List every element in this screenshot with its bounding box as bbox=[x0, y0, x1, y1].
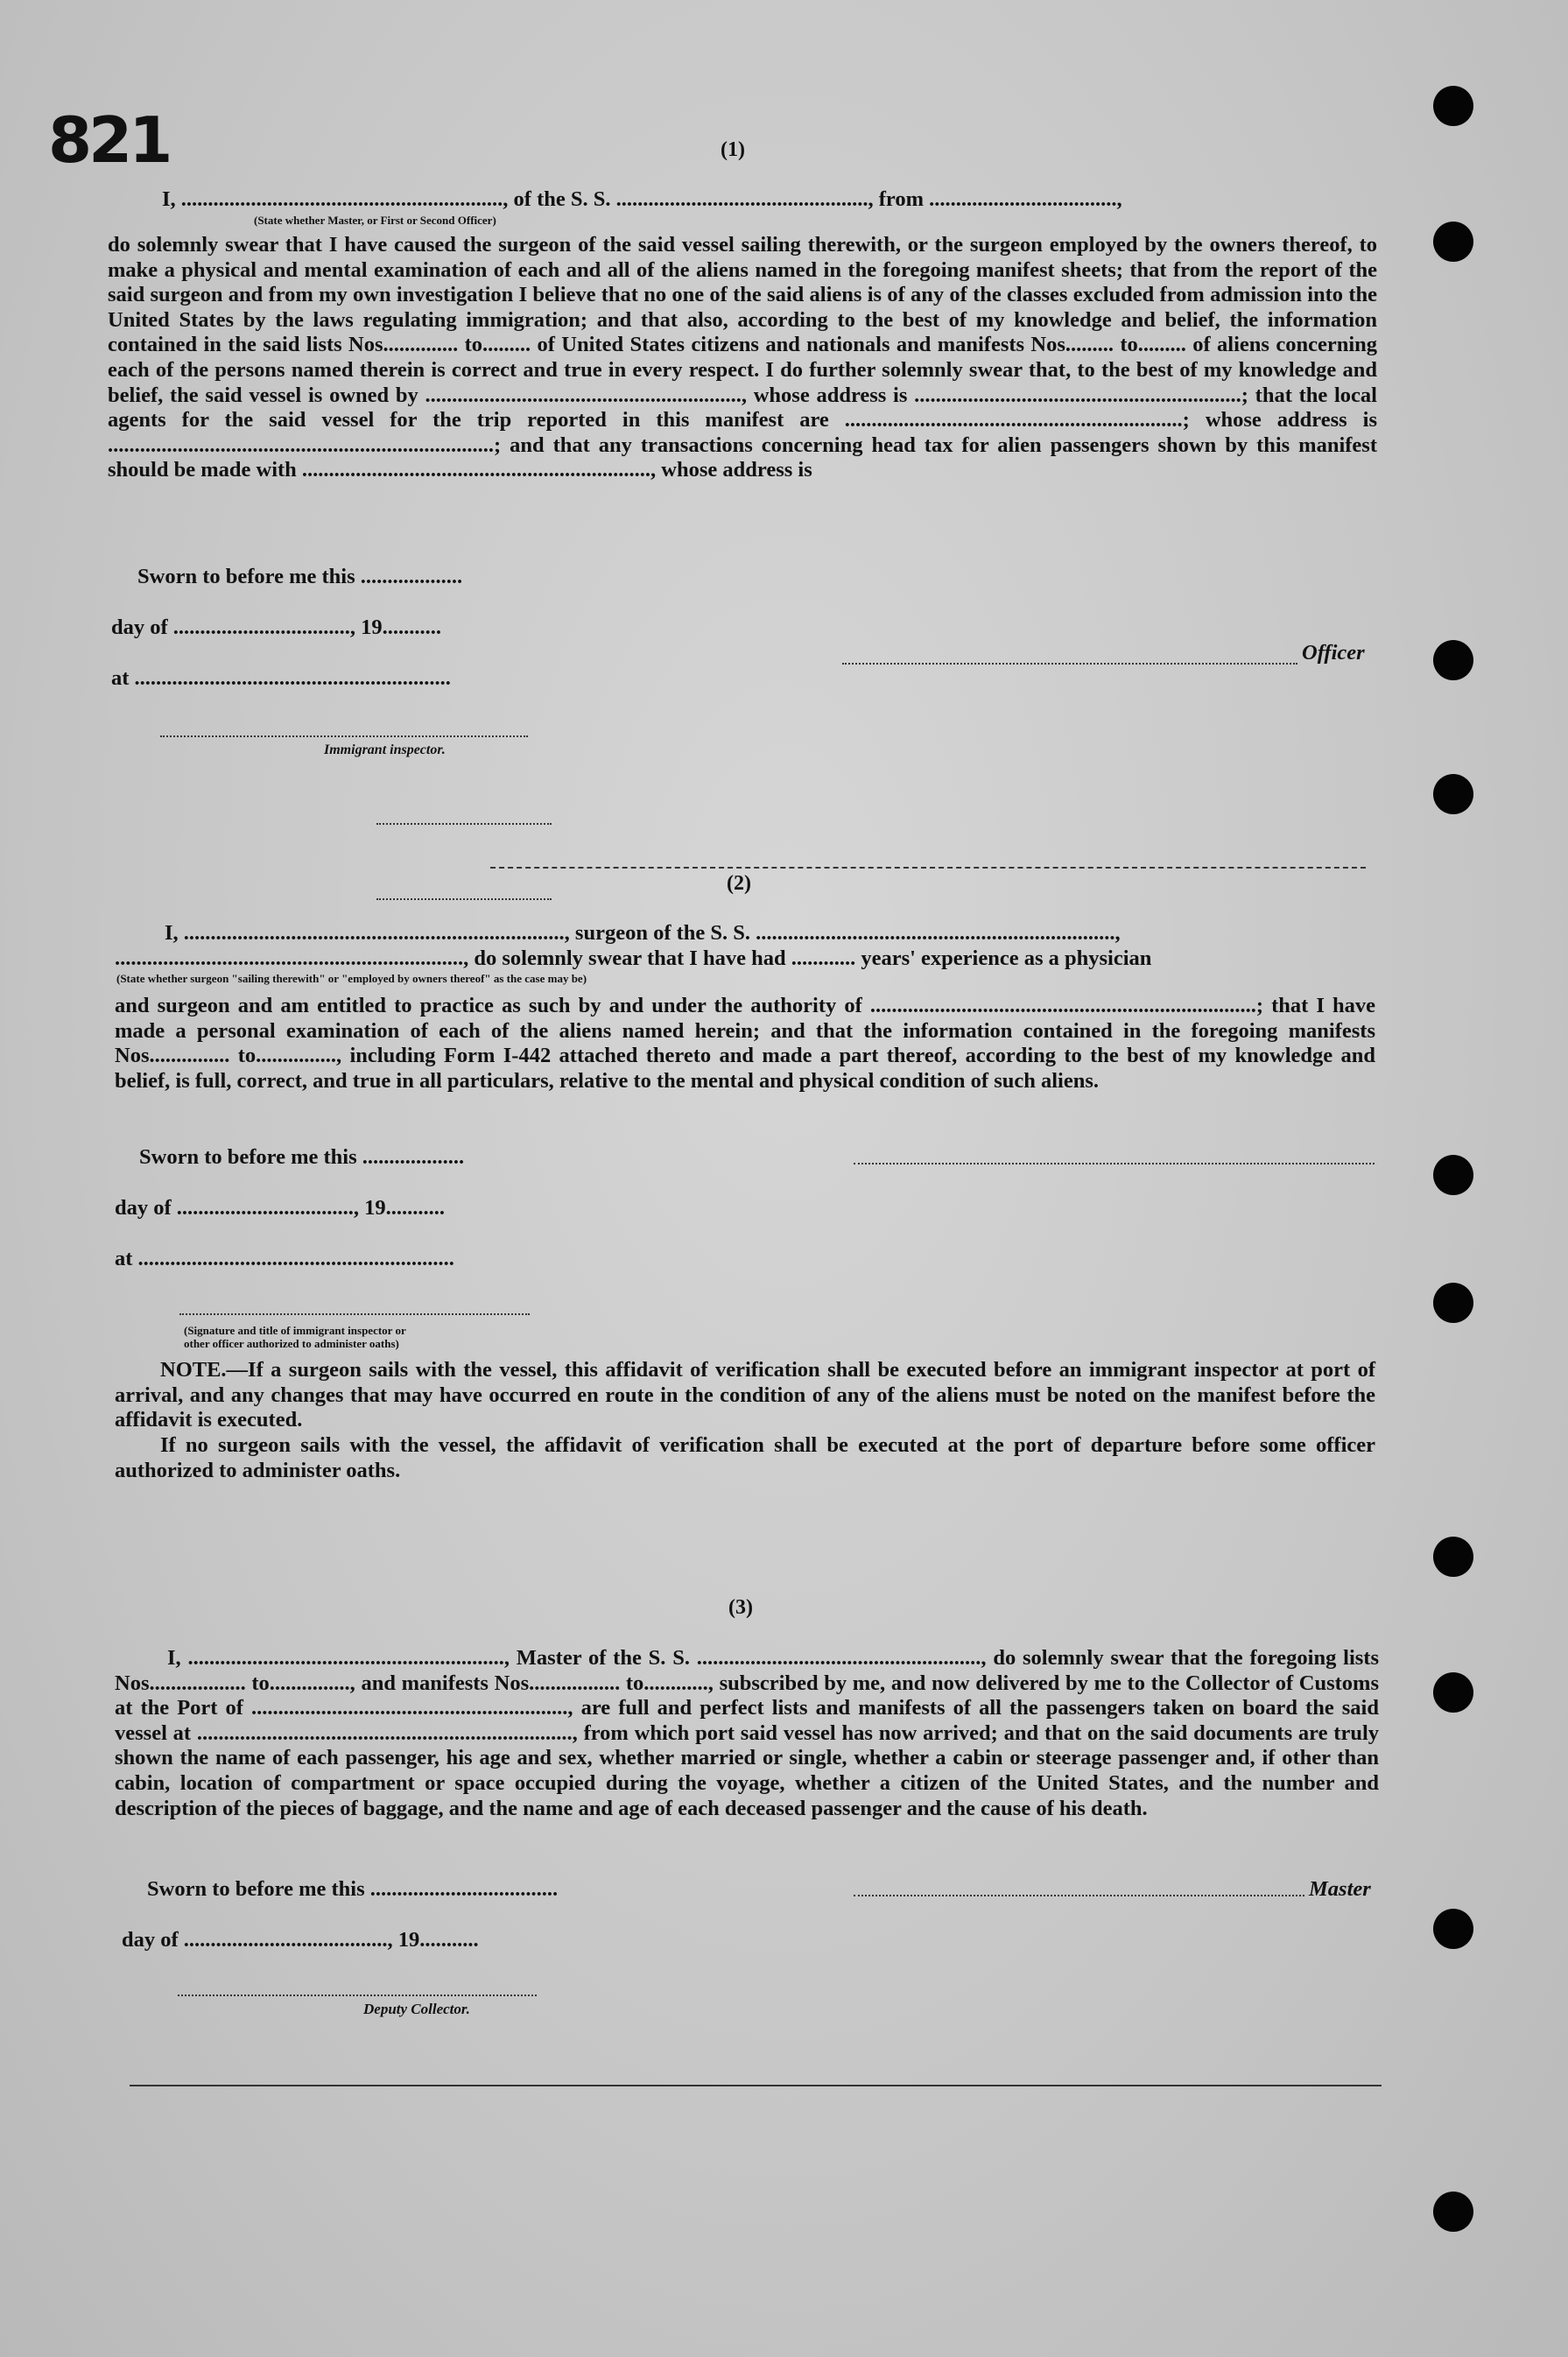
punch-hole bbox=[1433, 640, 1473, 680]
section-1-caption: (State whether Master, or First or Second Officer) bbox=[254, 214, 496, 227]
bottom-rule bbox=[130, 2085, 1382, 2086]
section-2-day: day of ................................., 19........... bbox=[115, 1196, 446, 1220]
note-2: If no surgeon sails with the vessel, the affidavit of verification shall be executed at the port of departure before some officer authorized to administer oaths. bbox=[115, 1433, 1375, 1482]
inspector-2-signature-line bbox=[179, 1313, 530, 1315]
master-signature-line bbox=[854, 1895, 1304, 1896]
handwritten-page-number: 821 bbox=[48, 103, 170, 177]
section-3-day: day of ......................................, 19........... bbox=[122, 1928, 479, 1952]
master-label: Master bbox=[1309, 1877, 1371, 1901]
section-1-body: do solemnly swear that I have caused the surgeon of the said vessel sailing therewith, or the surgeon employed by the owners thereof, to make a physical and mental examination of each and all of the aliens named in the foregoing manifest sheets; that from the report of the said surgeon and from my own investigation I believe that no one of the said aliens is of any of the classes excluded from admission into the United States by the laws regulating immigration; and that also, according to the best of my knowledge and belief, the information contained in the said lists Nos.............. to......... of United States citizens and nationals and manifests Nos......... to......... of aliens concerning each of the persons named therein is correct and true in every respect. I do further solemnly swear that, to the best of my knowledge and belief, the said vessel is owned by ..........................................................., whose address is .............................................................; that the local agents for the said vessel for the trip reported in this manifest are ...............................................................; whose address is ........................................................................; and that any transactions concerning head tax for alien passengers shown by this manifest should be made with ................................................................., whose address is bbox=[108, 233, 1377, 482]
section-2-at: at ........................................................... bbox=[115, 1247, 454, 1270]
section-2-first-line: I, ......................................................................., surgeon of the S. S. ..................................................................., bbox=[165, 921, 1121, 945]
section-2-body: and surgeon and am entitled to practice as such by and under the authority of ........................................................................; that I have made a personal examination of each of the aliens named herein; and that the information contained in the foregoing manifests Nos............... to..............., including Form I-442 attached thereto and made a part thereof, according to the best of my knowledge and belief, is full, correct, and true in all particulars, relative to the mental and physical condition of such aliens. bbox=[115, 994, 1375, 1093]
punch-hole bbox=[1433, 1537, 1473, 1577]
note-1: NOTE.—If a surgeon sails with the vessel, this affidavit of verification shall be executed before an immigrant inspector at port of arrival, and any changes that may have occurred en route in the condition of any of the aliens must be noted on the manifest before the affidavit is executed. bbox=[115, 1358, 1375, 1432]
officer-signature-line bbox=[842, 663, 1297, 665]
punch-hole bbox=[1433, 222, 1473, 262]
dot-line bbox=[376, 823, 552, 825]
section-2-sworn: Sworn to before me this ................... bbox=[139, 1145, 465, 1169]
section-2-number: (2) bbox=[727, 872, 751, 895]
deputy-signature-line bbox=[178, 1995, 537, 1996]
inspector-label: Immigrant inspector. bbox=[324, 742, 446, 757]
section-1-day: day of ................................., 19........... bbox=[111, 616, 442, 639]
punch-hole bbox=[1433, 2192, 1473, 2232]
section-1-at: at ........................................................... bbox=[111, 666, 451, 690]
section-divider bbox=[490, 867, 1366, 869]
punch-hole bbox=[1433, 1672, 1473, 1713]
signature-caption-1: (Signature and title of immigrant inspector or bbox=[184, 1324, 406, 1337]
section-2-second-line: ................................................................., do solemnly swear that I have had ............ years' experience as a physician bbox=[115, 946, 1152, 970]
section-1-number: (1) bbox=[721, 138, 745, 161]
section-1-first-line: I, ............................................................, of the S. S. ..............................................., from ..................................., bbox=[162, 187, 1122, 211]
section-2-caption: (State whether surgeon "sailing therewith" or "employed by owners thereof" as the case may be) bbox=[116, 972, 587, 985]
surgeon-signature-line bbox=[854, 1163, 1375, 1164]
section-3-number: (3) bbox=[728, 1596, 753, 1619]
punch-hole bbox=[1433, 1155, 1473, 1195]
section-3-body: I, ..........................................................., Master of the S. S. ....................................................., do solemnly swear that the foregoing lists Nos.................. to..............., and manifests Nos................. to............, subscribed by me, and now delivered by me to the Collector of Customs at the Port of ..........................................................., are full and perfect lists and manifests of all the passengers taken on board the said vessel at ......................................................................, from which port said vessel has now arrived; and that on the said documents are truly shown the name of each passenger, his age and sex, whether married or single, whether a cabin or steerage passenger and, if other than cabin, location of compartment or space occupied during the voyage, whether a citizen of the United States, and the number and description of the pieces of baggage, and the name and age of each deceased passenger and the cause of his death. bbox=[115, 1646, 1379, 1820]
section-1-sworn: Sworn to before me this ................... bbox=[137, 565, 463, 588]
punch-hole bbox=[1433, 1283, 1473, 1323]
punch-hole bbox=[1433, 774, 1473, 814]
punch-hole bbox=[1433, 1909, 1473, 1949]
officer-label: Officer bbox=[1302, 641, 1365, 665]
signature-caption-2: other officer authorized to administer oaths) bbox=[184, 1337, 399, 1350]
inspector-signature-line bbox=[160, 735, 528, 737]
punch-hole bbox=[1433, 86, 1473, 126]
dot-line bbox=[376, 898, 552, 900]
section-3-sworn: Sworn to before me this ................................... bbox=[147, 1877, 559, 1901]
deputy-label: Deputy Collector. bbox=[363, 2001, 470, 2017]
